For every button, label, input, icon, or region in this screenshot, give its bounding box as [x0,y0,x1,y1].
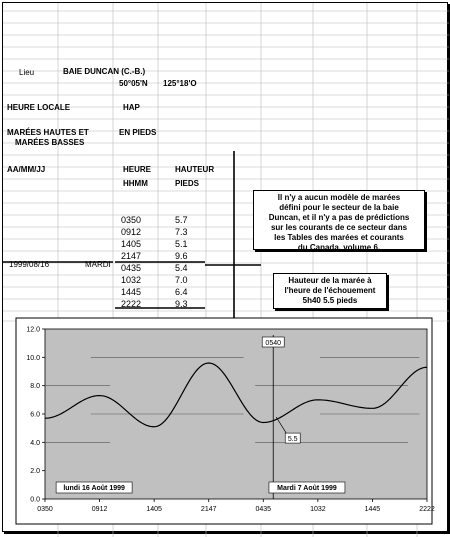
tide-sheet [2,2,448,532]
y-tick-label: 8.0 [30,383,40,391]
tide-time: 0912 [121,227,142,237]
note-line: sur les courants de ce secteur dans [270,223,408,232]
latitude: 50°05'N [119,79,148,88]
tide-chart [15,317,433,525]
grounding-line: Hauteur de la marée à [288,276,372,285]
x-tick-label: 0435 [255,506,272,513]
tide-height: 9.6 [175,251,188,261]
x-tick-label: 2147 [200,506,217,513]
date-format-label: AA/MM/JJ [7,165,46,174]
day2-label: Mardi 7 Août 1999 [277,485,337,492]
tide-time: 2147 [121,251,142,261]
marker-label: 0540 [265,340,282,347]
y-tick-label: 4.0 [30,439,40,447]
tide-time: 1445 [121,287,142,297]
tide-time: 2222 [121,299,142,309]
grounding-height-box [273,273,387,309]
y-tick-label: 2.0 [30,468,40,476]
x-tick-label: 1445 [364,506,381,513]
heure-locale-label: HEURE LOCALE [7,103,71,112]
value-label: 5.5 [287,436,298,444]
col-heure-header: HEURE [123,165,152,174]
tide-chart-svg [15,317,433,525]
grounding-line: 5h40 5.5 pieds [302,296,358,305]
x-tick-label: 1405 [146,506,162,513]
longitude: 125°18'O [163,79,197,88]
tide-height: 6.4 [175,287,188,297]
date-value: 1999/08/16 [9,260,50,269]
tide-time: 1032 [121,275,142,285]
lieu-label: Lieu [19,68,35,77]
location-name: BAIE DUNCAN (C.-B.) [63,67,146,76]
col-hauteur-header: HAUTEUR [175,165,215,174]
grounding-line: l'heure de l'échouement [284,286,376,295]
tide-height: 5.4 [175,263,188,273]
note-line: les Tables des marées et courants [274,233,404,242]
marees-label-1: MARÉES HAUTES ET [7,128,89,137]
day1-label: lundi 16 Août 1999 [63,485,125,492]
note-line: Il n'y a aucun modèle de marées [277,193,401,202]
x-tick-label: 0350 [37,506,53,513]
y-tick-label: 10.0 [26,354,40,362]
tide-height: 9.3 [175,299,188,309]
col-heure-unit: HHMM [123,179,148,188]
day-value: MARDI [85,260,111,269]
marees-label-2: MARÉES BASSES [15,138,85,147]
note-line: du Canada, volume 6. [297,243,381,252]
tide-time: 1405 [121,239,142,249]
tide-height: 7.0 [175,275,188,285]
note-box [253,190,425,250]
tide-height: 5.1 [175,239,188,249]
x-tick-label: 1032 [310,506,326,513]
tide-time: 0350 [121,215,142,225]
tide-time: 0435 [121,263,142,273]
x-tick-label: 2222 [419,506,435,513]
y-tick-label: 6.0 [30,411,40,419]
units-value: EN PIEDS [119,128,157,137]
y-tick-label: 12.0 [26,326,40,334]
tide-height: 7.3 [175,227,188,237]
y-tick-label: 0.0 [30,496,40,504]
note-line: défini pour le secteur de la baie [279,203,399,212]
col-hauteur-unit: PIEDS [175,179,200,188]
note-line: Duncan, et il n'y a pas de prédictions [268,213,410,222]
x-tick-label: 0912 [91,506,108,513]
tide-height: 5.7 [175,215,188,225]
heure-locale-value: HAP [123,103,140,112]
